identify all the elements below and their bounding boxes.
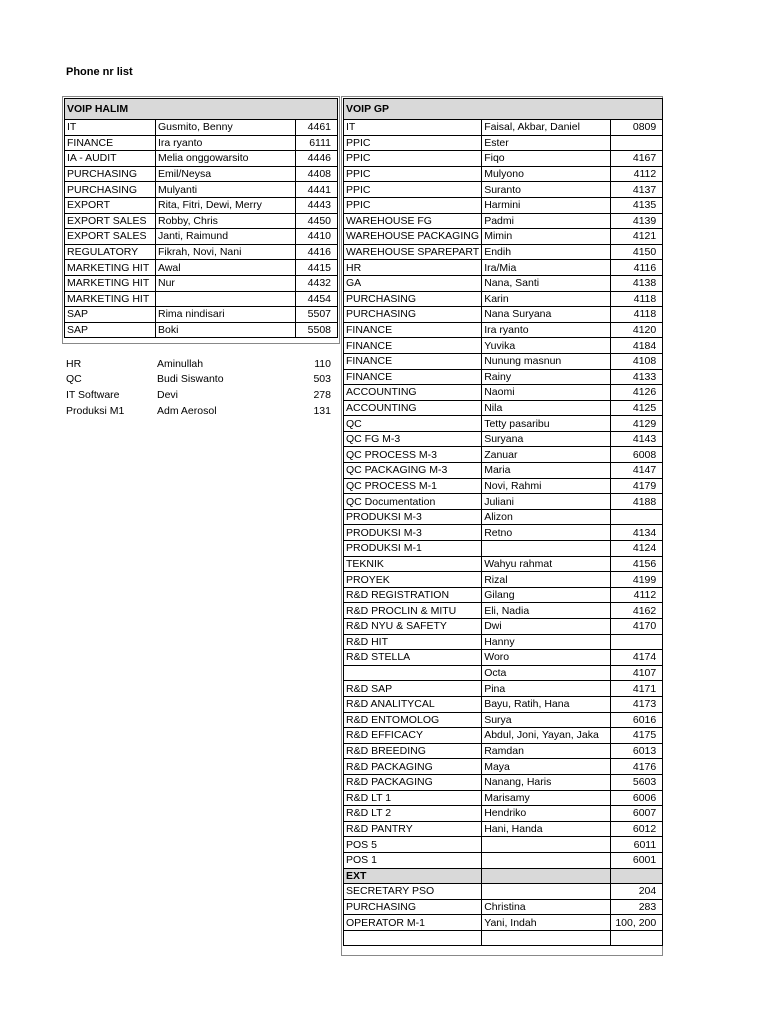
voip-gp-row	[344, 463, 663, 479]
department-cell: IA - AUDIT	[65, 151, 156, 167]
extension-cell: 4143	[611, 431, 663, 447]
extension-cell: 6007	[611, 806, 663, 822]
ext-header-filler	[611, 868, 663, 884]
extension-cell: 4150	[611, 244, 663, 260]
extension-cell: 4112	[611, 587, 663, 603]
department-cell: R&D SAP	[344, 681, 482, 697]
extension-cell: 4446	[296, 151, 338, 167]
extension-cell: 4410	[296, 229, 338, 245]
voip-halim-row	[65, 275, 338, 291]
voip-gp-row	[344, 120, 663, 136]
extension-cell	[611, 135, 663, 151]
department-cell: EXPORT SALES	[65, 229, 156, 245]
voip-gp-row	[344, 338, 663, 354]
voip-halim-row	[65, 213, 338, 229]
extension-cell: 4126	[611, 385, 663, 401]
name-cell: Juliani	[482, 494, 611, 510]
name-cell: Faisal, Akbar, Daniel	[482, 120, 611, 136]
department-cell	[344, 665, 482, 681]
voip-gp-row	[344, 759, 663, 775]
extension-cell: 4125	[611, 400, 663, 416]
department-cell: POS 5	[344, 837, 482, 853]
name-cell: Mulyanti	[156, 182, 296, 198]
department-cell: Produksi M1	[66, 404, 125, 417]
name-cell: Rizal	[482, 572, 611, 588]
name-cell: Nana Suryana	[482, 307, 611, 323]
extension-cell: 204	[611, 884, 663, 900]
extension-cell: 4118	[611, 291, 663, 307]
department-cell: FINANCE	[65, 135, 156, 151]
voip-gp-row	[344, 135, 663, 151]
name-cell: Woro	[482, 650, 611, 666]
extension-cell: 5603	[611, 774, 663, 790]
voip-gp-row	[344, 416, 663, 432]
department-cell: IT	[344, 120, 482, 136]
department-cell: R&D PACKAGING	[344, 759, 482, 775]
ext-row	[344, 884, 663, 900]
voip-gp-row	[344, 696, 663, 712]
name-cell: Eli, Nadia	[482, 603, 611, 619]
voip-gp-row	[344, 400, 663, 416]
department-cell: R&D NYU & SAFETY	[344, 619, 482, 635]
department-cell: PRODUKSI M-1	[344, 541, 482, 557]
voip-gp-row	[344, 821, 663, 837]
voip-gp-row	[344, 291, 663, 307]
voip-halim-row	[65, 151, 338, 167]
extension-cell: 4138	[611, 275, 663, 291]
extension-cell: 4416	[296, 244, 338, 260]
name-cell: Suryana	[482, 431, 611, 447]
department-cell: R&D ANALITYCAL	[344, 696, 482, 712]
extra-contacts-table	[64, 356, 337, 418]
extension-cell: 4170	[611, 619, 663, 635]
extension-cell: 4116	[611, 260, 663, 276]
extension-cell: 4156	[611, 556, 663, 572]
extension-cell: 4108	[611, 353, 663, 369]
name-cell: Wahyu rahmat	[482, 556, 611, 572]
voip-halim-row	[65, 322, 338, 338]
department-cell: R&D BREEDING	[344, 743, 482, 759]
page-title: Phone nr list	[66, 66, 133, 78]
voip-gp-row	[344, 556, 663, 572]
ext-header: EXT	[344, 868, 482, 884]
extension-cell: 6111	[296, 135, 338, 151]
name-cell: Fikrah, Novi, Nani	[156, 244, 296, 260]
name-cell: Yuvika	[482, 338, 611, 354]
extension-cell: 4415	[296, 260, 338, 276]
voip-gp-header: VOIP GP	[344, 99, 663, 120]
department-cell: R&D PANTRY	[344, 821, 482, 837]
voip-gp-row	[344, 369, 663, 385]
extension-cell	[611, 509, 663, 525]
department-cell: PURCHASING	[65, 182, 156, 198]
extension-cell: 4137	[611, 182, 663, 198]
ext-header-filler	[482, 868, 611, 884]
department-cell: R&D PROCLIN & MITU	[344, 603, 482, 619]
extension-cell: 110	[314, 357, 331, 370]
name-cell: Awal	[156, 260, 296, 276]
name-cell: Adm Aerosol	[157, 404, 217, 417]
name-cell: Hanny	[482, 634, 611, 650]
department-cell: ACCOUNTING	[344, 400, 482, 416]
department-cell: PROYEK	[344, 572, 482, 588]
ext-row	[344, 899, 663, 915]
voip-gp-table	[343, 98, 663, 946]
voip-gp-row	[344, 774, 663, 790]
name-cell: Nanang, Haris	[482, 774, 611, 790]
name-cell: Gusmito, Benny	[156, 120, 296, 136]
name-cell: Robby, Chris	[156, 213, 296, 229]
department-cell: WAREHOUSE FG	[344, 213, 482, 229]
voip-gp-row	[344, 634, 663, 650]
extension-cell: 4174	[611, 650, 663, 666]
extension-cell: 6006	[611, 790, 663, 806]
department-cell	[344, 930, 482, 946]
department-cell: MARKETING HIT	[65, 275, 156, 291]
extension-cell: 131	[313, 404, 331, 417]
voip-halim-header: VOIP HALIM	[65, 99, 338, 120]
voip-gp-row	[344, 431, 663, 447]
voip-gp-row	[344, 244, 663, 260]
voip-gp-row	[344, 213, 663, 229]
ext-row	[344, 915, 663, 931]
name-cell: Octa	[482, 665, 611, 681]
department-cell: GA	[344, 275, 482, 291]
voip-gp-header-row	[344, 99, 663, 120]
extension-cell: 5508	[296, 322, 338, 338]
voip-gp-row	[344, 603, 663, 619]
extension-cell: 6012	[611, 821, 663, 837]
department-cell: OPERATOR M-1	[344, 915, 482, 931]
extension-cell: 4147	[611, 463, 663, 479]
voip-gp-row	[344, 806, 663, 822]
department-cell: PURCHASING	[344, 307, 482, 323]
extension-cell: 278	[313, 388, 331, 401]
department-cell: POS 1	[344, 852, 482, 868]
name-cell: Karin	[482, 291, 611, 307]
department-cell: PPIC	[344, 166, 482, 182]
ext-row	[344, 930, 663, 946]
department-cell: R&D LT 1	[344, 790, 482, 806]
voip-gp-row	[344, 541, 663, 557]
department-cell: R&D LT 2	[344, 806, 482, 822]
name-cell: Zanuar	[482, 447, 611, 463]
extension-cell: 4454	[296, 291, 338, 307]
voip-gp-row	[344, 790, 663, 806]
name-cell: Abdul, Joni, Yayan, Jaka	[482, 728, 611, 744]
voip-gp-row	[344, 665, 663, 681]
voip-gp-row	[344, 151, 663, 167]
voip-gp-row	[344, 447, 663, 463]
voip-gp-row	[344, 260, 663, 276]
voip-gp-row	[344, 509, 663, 525]
voip-gp-row	[344, 275, 663, 291]
department-cell: R&D PACKAGING	[344, 774, 482, 790]
name-cell: Aminullah	[157, 357, 204, 370]
department-cell: FINANCE	[344, 338, 482, 354]
department-cell: HR	[344, 260, 482, 276]
department-cell: R&D REGISTRATION	[344, 587, 482, 603]
name-cell	[156, 291, 296, 307]
extension-cell: 4121	[611, 229, 663, 245]
name-cell: Emil/Neysa	[156, 166, 296, 182]
department-cell: EXPORT SALES	[65, 213, 156, 229]
voip-halim-row	[65, 135, 338, 151]
name-cell: Maria	[482, 463, 611, 479]
extra-contact-row	[64, 356, 337, 372]
department-cell: REGULATORY	[65, 244, 156, 260]
extension-cell: 4432	[296, 275, 338, 291]
name-cell: Endih	[482, 244, 611, 260]
department-cell: QC Documentation	[344, 494, 482, 510]
name-cell: Pina	[482, 681, 611, 697]
department-cell: PURCHASING	[344, 291, 482, 307]
extension-cell: 4135	[611, 197, 663, 213]
extra-contact-row	[64, 387, 337, 403]
department-cell: TEKNIK	[344, 556, 482, 572]
department-cell: FINANCE	[344, 353, 482, 369]
voip-gp-row	[344, 166, 663, 182]
name-cell: Devi	[157, 388, 179, 401]
department-cell: R&D EFFICACY	[344, 728, 482, 744]
voip-halim-row	[65, 307, 338, 323]
name-cell	[482, 884, 611, 900]
name-cell: Nana, Santi	[482, 275, 611, 291]
name-cell: Marisamy	[482, 790, 611, 806]
extension-cell: 4184	[611, 338, 663, 354]
name-cell: Melia onggowarsito	[156, 151, 296, 167]
voip-gp-row	[344, 837, 663, 853]
name-cell: Ira/Mia	[482, 260, 611, 276]
extension-cell: 283	[611, 899, 663, 915]
department-cell: IT Software	[66, 388, 120, 401]
extension-cell: 4124	[611, 541, 663, 557]
name-cell: Gilang	[482, 587, 611, 603]
department-cell: PRODUKSI M-3	[344, 525, 482, 541]
name-cell: Boki	[156, 322, 296, 338]
department-cell: PPIC	[344, 151, 482, 167]
extension-cell: 4461	[296, 120, 338, 136]
extension-cell: 6013	[611, 743, 663, 759]
extension-cell: 4441	[296, 182, 338, 198]
department-cell: WAREHOUSE SPAREPART	[344, 244, 482, 260]
department-cell: PURCHASING	[344, 899, 482, 915]
name-cell: Retno	[482, 525, 611, 541]
voip-gp-row	[344, 650, 663, 666]
department-cell: PPIC	[344, 197, 482, 213]
voip-halim-row	[65, 291, 338, 307]
department-cell: R&D HIT	[344, 634, 482, 650]
department-cell: QC PROCESS M-3	[344, 447, 482, 463]
department-cell: R&D ENTOMOLOG	[344, 712, 482, 728]
extra-contact-row	[64, 403, 337, 419]
extension-cell: 4134	[611, 525, 663, 541]
voip-halim-table	[64, 98, 338, 338]
extension-cell: 4450	[296, 213, 338, 229]
name-cell: Ira ryanto	[156, 135, 296, 151]
name-cell	[482, 852, 611, 868]
department-cell: MARKETING HIT	[65, 291, 156, 307]
name-cell: Rima nindisari	[156, 307, 296, 323]
ext-header-row	[344, 868, 663, 884]
voip-gp-row	[344, 385, 663, 401]
voip-gp-row	[344, 322, 663, 338]
voip-halim-row	[65, 229, 338, 245]
department-cell: HR	[66, 357, 82, 370]
extra-contact-row	[64, 372, 337, 388]
name-cell: Nur	[156, 275, 296, 291]
extension-cell: 6011	[611, 837, 663, 853]
name-cell	[482, 541, 611, 557]
extension-cell: 4408	[296, 166, 338, 182]
extension-cell: 4175	[611, 728, 663, 744]
extension-cell: 100, 200	[611, 915, 663, 931]
extension-cell: 4167	[611, 151, 663, 167]
extension-cell	[611, 930, 663, 946]
voip-gp-row	[344, 307, 663, 323]
voip-halim-row	[65, 182, 338, 198]
name-cell: Ester	[482, 135, 611, 151]
name-cell: Padmi	[482, 213, 611, 229]
department-cell: PURCHASING	[65, 166, 156, 182]
extension-cell: 4176	[611, 759, 663, 775]
extension-cell: 4162	[611, 603, 663, 619]
extension-cell: 4443	[296, 197, 338, 213]
name-cell: Janti, Raimund	[156, 229, 296, 245]
name-cell: Rainy	[482, 369, 611, 385]
name-cell: Hendriko	[482, 806, 611, 822]
name-cell: Tetty pasaribu	[482, 416, 611, 432]
voip-gp-row	[344, 852, 663, 868]
voip-gp-row	[344, 353, 663, 369]
name-cell: Hani, Handa	[482, 821, 611, 837]
extension-cell: 4173	[611, 696, 663, 712]
extension-cell: 503	[313, 373, 331, 386]
department-cell: SAP	[65, 322, 156, 338]
name-cell: Mimin	[482, 229, 611, 245]
name-cell: Mulyono	[482, 166, 611, 182]
voip-gp-row	[344, 572, 663, 588]
name-cell: Surya	[482, 712, 611, 728]
voip-gp-row	[344, 197, 663, 213]
extension-cell: 4118	[611, 307, 663, 323]
name-cell	[482, 930, 611, 946]
extension-cell: 4133	[611, 369, 663, 385]
name-cell: Yani, Indah	[482, 915, 611, 931]
department-cell: QC FG M-3	[344, 431, 482, 447]
voip-gp-row	[344, 712, 663, 728]
department-cell: SECRETARY PSO	[344, 884, 482, 900]
extension-cell: 6001	[611, 852, 663, 868]
voip-gp-row	[344, 494, 663, 510]
department-cell: WAREHOUSE PACKAGING	[344, 229, 482, 245]
name-cell: Budi Siswanto	[157, 373, 224, 386]
extension-cell: 4199	[611, 572, 663, 588]
extension-cell: 4112	[611, 166, 663, 182]
name-cell	[482, 837, 611, 853]
extension-cell: 4129	[611, 416, 663, 432]
voip-gp-row	[344, 229, 663, 245]
name-cell: Suranto	[482, 182, 611, 198]
department-cell: PPIC	[344, 182, 482, 198]
name-cell: Maya	[482, 759, 611, 775]
department-cell: R&D STELLA	[344, 650, 482, 666]
department-cell: SAP	[65, 307, 156, 323]
extension-cell: 6016	[611, 712, 663, 728]
name-cell: Ramdan	[482, 743, 611, 759]
department-cell: QC	[344, 416, 482, 432]
department-cell: MARKETING HIT	[65, 260, 156, 276]
name-cell: Rita, Fitri, Dewi, Merry	[156, 197, 296, 213]
voip-gp-row	[344, 587, 663, 603]
extension-cell: 4139	[611, 213, 663, 229]
extension-cell: 0809	[611, 120, 663, 136]
voip-halim-row	[65, 260, 338, 276]
name-cell: Novi, Rahmi	[482, 478, 611, 494]
extension-cell: 5507	[296, 307, 338, 323]
name-cell: Nila	[482, 400, 611, 416]
name-cell: Nunung masnun	[482, 353, 611, 369]
voip-gp-row	[344, 728, 663, 744]
name-cell: Harmini	[482, 197, 611, 213]
name-cell: Bayu, Ratih, Hana	[482, 696, 611, 712]
extension-cell: 4171	[611, 681, 663, 697]
voip-gp-row	[344, 478, 663, 494]
voip-halim-header-row	[65, 99, 338, 120]
name-cell: Fiqo	[482, 151, 611, 167]
voip-halim-row	[65, 244, 338, 260]
name-cell: Dwi	[482, 619, 611, 635]
name-cell: Ira ryanto	[482, 322, 611, 338]
extension-cell: 4188	[611, 494, 663, 510]
name-cell: Naomi	[482, 385, 611, 401]
voip-halim-row	[65, 120, 338, 136]
voip-halim-row	[65, 197, 338, 213]
department-cell: EXPORT	[65, 197, 156, 213]
extension-cell: 4107	[611, 665, 663, 681]
extension-cell: 6008	[611, 447, 663, 463]
department-cell: QC PACKAGING M-3	[344, 463, 482, 479]
extension-cell: 4120	[611, 322, 663, 338]
department-cell: PRODUKSI M-3	[344, 509, 482, 525]
voip-gp-row	[344, 743, 663, 759]
extension-cell: 4179	[611, 478, 663, 494]
department-cell: ACCOUNTING	[344, 385, 482, 401]
department-cell: PPIC	[344, 135, 482, 151]
voip-gp-row	[344, 619, 663, 635]
extension-cell	[611, 634, 663, 650]
department-cell: FINANCE	[344, 369, 482, 385]
voip-halim-row	[65, 166, 338, 182]
name-cell: Alizon	[482, 509, 611, 525]
voip-gp-row	[344, 681, 663, 697]
department-cell: QC	[66, 373, 82, 386]
name-cell: Christina	[482, 899, 611, 915]
department-cell: FINANCE	[344, 322, 482, 338]
voip-gp-row	[344, 525, 663, 541]
department-cell: IT	[65, 120, 156, 136]
department-cell: QC PROCESS M-1	[344, 478, 482, 494]
voip-gp-row	[344, 182, 663, 198]
